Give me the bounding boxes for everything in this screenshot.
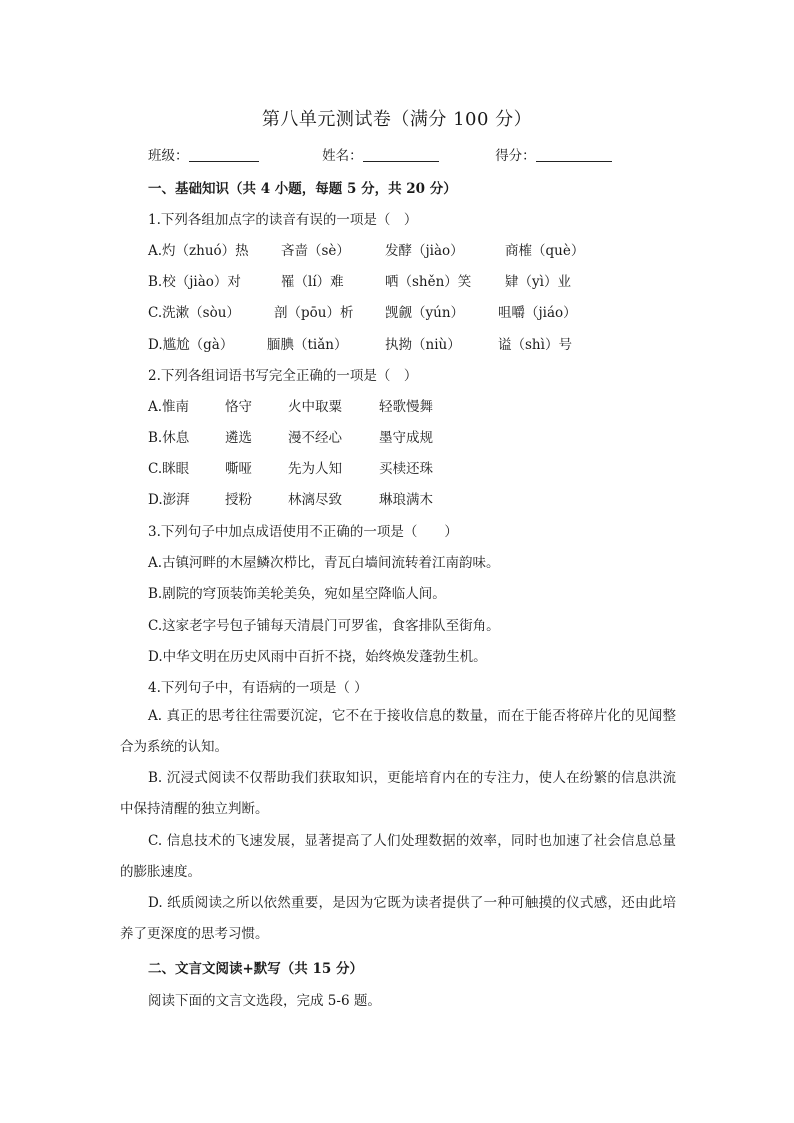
name-field[interactable] — [363, 147, 439, 162]
option-item: 恪守 — [225, 399, 252, 415]
option-item: C.眯眼 — [148, 461, 190, 477]
option-item: 谥（shì）号 — [498, 337, 572, 353]
option-item: B.校（jiào）对 — [148, 274, 241, 290]
option-row — [148, 333, 648, 353]
option-item: D.尴尬（gà） — [148, 337, 234, 353]
page-title: 第八单元测试卷（满分 100 分） — [261, 109, 533, 130]
question-stem: 4.下列句子中，有语病的一项是（ ） — [148, 680, 368, 696]
option-item: 先为人知 — [288, 461, 342, 477]
option-item: 执拗（niù） — [385, 337, 461, 353]
option-item: D. 纸质阅读之所以依然重要，是因为它既为读者提供了一种可触摸的仪式感，还由此培养了更深度的思考习惯。 — [120, 895, 676, 942]
option-item: 剖（pōu）析 — [274, 305, 354, 321]
option-row — [148, 457, 648, 477]
option-item: B.剧院的穹顶装饰美轮美奂，宛如星空降临人间。 — [148, 586, 446, 602]
option-item: 觊觎（yún） — [385, 305, 465, 321]
option-item: 罹（lí）难 — [281, 274, 344, 290]
option-item: 商榷（què） — [505, 243, 585, 259]
option-item: 哂（shěn）笑 — [385, 274, 472, 290]
option-item: 火中取粟 — [288, 399, 342, 415]
section-intro: 阅读下面的文言文选段，完成 5-6 题。 — [148, 993, 381, 1009]
name-label: 姓名： — [322, 148, 363, 164]
option-item: 授粉 — [225, 492, 252, 508]
section-heading: 二、文言文阅读+默写（共 15 分） — [148, 961, 363, 977]
option-item: 遴选 — [225, 430, 252, 446]
option-item: A. 真正的思考往往需要沉淀，它不在于接收信息的数量，而在于能否将碎片化的见闻整合为系统的认知。 — [120, 708, 676, 755]
option-item: 林漓尽致 — [288, 492, 342, 508]
option-item: 腼腆（tiǎn） — [267, 337, 348, 353]
option-item: D.澎湃 — [148, 492, 190, 508]
class-field[interactable] — [189, 147, 259, 162]
option-item: 发酵（jiào） — [385, 243, 464, 259]
option-item: 嘶哑 — [225, 461, 252, 477]
question-stem: 3.下列句子中加点成语使用不正确的一项是（ ） — [148, 524, 458, 540]
option-item: 漫不经心 — [288, 430, 342, 446]
option-item: A.灼（zhuó）热 — [148, 243, 249, 259]
option-item: 墨守成规 — [379, 430, 433, 446]
option-item: C. 信息技术的飞速发展，显著提高了人们处理数据的效率，同时也加速了社会信息总量的膨胀速度。 — [120, 833, 676, 880]
option-item: C.洗漱（sòu） — [148, 305, 240, 321]
option-row — [148, 270, 648, 290]
question-stem: 2.下列各组词语书写完全正确的一项是（ ） — [148, 368, 418, 384]
score-field[interactable] — [536, 147, 612, 162]
option-item: A.古镇河畔的木屋鳞次栉比，青瓦白墙间流转着江南韵味。 — [148, 555, 500, 571]
option-item: D.中华文明在历史风雨中百折不挠，始终焕发蓬勃生机。 — [148, 649, 487, 665]
class-label: 班级： — [148, 148, 189, 164]
option-item: C.这家老字号包子铺每天清晨门可罗雀，食客排队至街角。 — [148, 618, 500, 634]
option-row — [148, 239, 648, 259]
option-item: B. 沉浸式阅读不仅帮助我们获取知识，更能培育内在的专注力，使人在纷繁的信息洪流中保持清醒的独立判断。 — [120, 770, 676, 817]
option-row — [148, 301, 648, 321]
option-row — [148, 426, 648, 446]
option-item: 琳琅满木 — [379, 492, 433, 508]
option-item: 吝啬（sè） — [281, 243, 350, 259]
question-stem: 1.下列各组加点字的读音有误的一项是（ ） — [148, 212, 418, 228]
option-item: 轻歌慢舞 — [379, 399, 433, 415]
option-row — [148, 488, 648, 508]
section-heading: 一、基础知识（共 4 小题，每题 5 分，共 20 分） — [148, 181, 457, 197]
option-item: 买椟还珠 — [379, 461, 433, 477]
option-item: 肄（yì）业 — [505, 274, 571, 290]
option-item: 咀嚼（jiáo） — [498, 305, 577, 321]
option-row — [148, 395, 648, 415]
option-item: A.惟南 — [148, 399, 190, 415]
option-item: B.休息 — [148, 430, 190, 446]
student-info-row — [148, 144, 612, 164]
score-label: 得分： — [495, 148, 536, 164]
